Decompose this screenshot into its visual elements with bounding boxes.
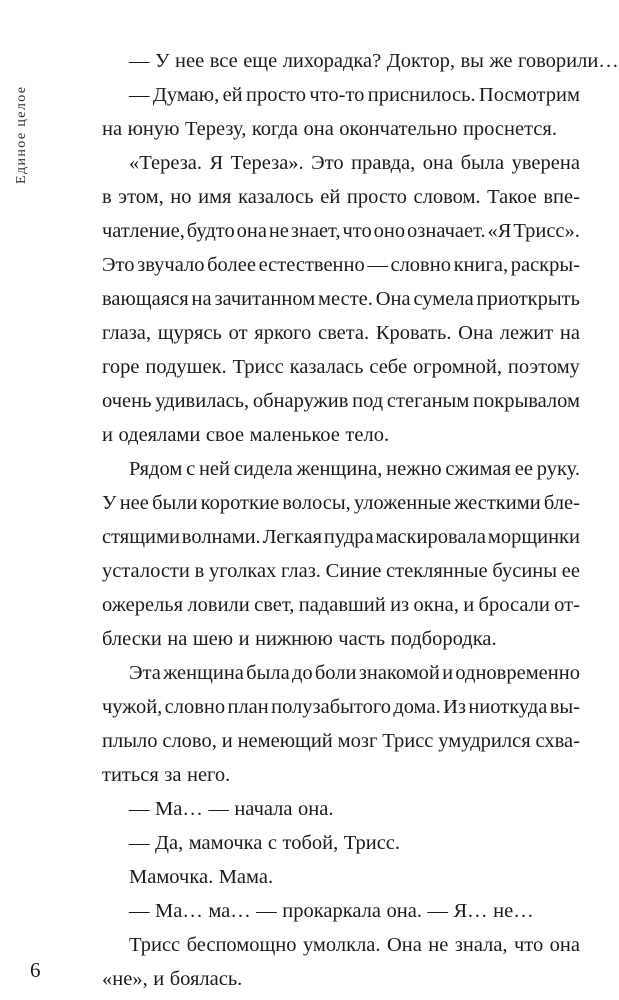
text-line: в этом, но имя казалось ей просто словом. Такое впе- — [102, 186, 580, 208]
text-line: титься за него. — [102, 764, 231, 786]
text-line: горе подушек. Трисс казалась себе огромной, поэтому — [102, 356, 580, 378]
text-line: Трисс беспомощно умолкла. Она не знала, что она — [129, 934, 580, 956]
page-number: 6 — [30, 958, 41, 982]
text-line: на юную Терезу, когда она окончательно проснется. — [102, 118, 557, 140]
text-line: глаза, щурясь от яркого света. Кровать. Она лежит на — [102, 322, 580, 344]
text-line: «Тереза. Я Тереза». Это правда, она была уверена — [129, 152, 580, 174]
text-line: Мамочка. Мама. — [129, 866, 274, 888]
text-line: и одеялами свое маленькое тело. — [102, 424, 390, 446]
text-line: Рядом с ней сидела женщина, нежно сжимая ее руку. — [129, 458, 580, 480]
text-line: — Да, мамочка с тобой, Трисс. — [129, 832, 401, 854]
text-line: чатление, будто она не знает, что оно означает. «Я Трисс». — [102, 220, 580, 242]
text-line: вающаяся на зачитанном месте. Она сумела приоткрыть — [102, 288, 580, 310]
text-line: — У нее все еще лихорадка? Доктор, вы же говорили… — [129, 50, 619, 72]
text-line: ожерелья ловили свет, падавший из окна, и бросали от- — [102, 594, 580, 616]
body-text — [102, 44, 619, 996]
text-line: усталости в уголках глаз. Синие стеклянные бусины ее — [102, 560, 580, 582]
text-line: очень удивилась, обнаружив под стеганым покрывалом — [102, 390, 580, 412]
running-head: Единое целое — [14, 85, 29, 185]
text-line: Это звучало более естественно — словно книга, раскры- — [102, 254, 580, 276]
text-line: «не», и боялась. — [102, 968, 243, 990]
text-line: Эта женщина была до боли знакомой и одновременно — [129, 662, 580, 684]
text-line: плыло слово, и немеющий мозг Трисс умудрился схва- — [102, 730, 580, 752]
text-line: — Ма… ма… — прокаркала она. — Я… не… — [129, 900, 534, 922]
text-line: — Ма… — начала она. — [129, 798, 334, 820]
text-line: чужой, словно план полузабытого дома. Из ниоткуда вы- — [102, 696, 580, 718]
text-line: блески на шею и нижнюю часть подбородка. — [102, 628, 497, 650]
text-line: — Думаю, ей просто что-то приснилось. Посмотрим — [129, 84, 580, 106]
text-line: У нее были короткие волосы, уложенные жесткими бле- — [102, 492, 580, 514]
text-line: стящими волнами. Легкая пудра маскировала морщинки — [102, 526, 580, 548]
